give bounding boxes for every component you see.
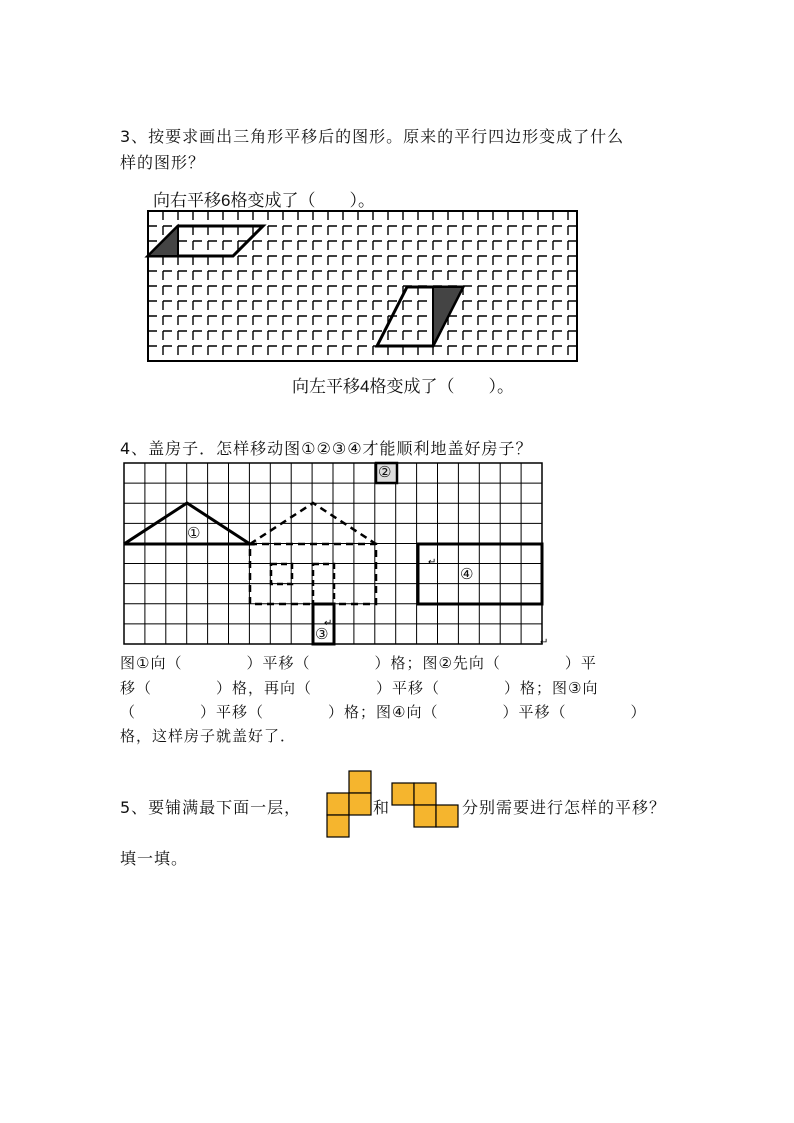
q4-label-1: ① — [187, 524, 202, 542]
q3-prompt-move-right: 向右平移6格变成了（ ）。 — [153, 191, 375, 210]
q5-tile-b-square-3 — [414, 805, 436, 827]
q3-question-line2: 样的图形？ — [120, 153, 206, 172]
q5-tile-a-square-4 — [327, 815, 349, 837]
q5-tile-a-square-2 — [327, 793, 349, 815]
q4-label-2: ② — [378, 463, 393, 481]
q5-text-and: 和 — [373, 798, 390, 817]
q5-text-b: 分别需要进行怎样的平移？ — [462, 798, 667, 817]
q4-mark-return-1: ↵ — [428, 557, 437, 568]
q3-prompt-move-left: 向左平移4格变成了（ ）。 — [292, 377, 514, 396]
q4-mark-return-2: ↵ — [324, 618, 333, 629]
q5-tile-b-square-4 — [436, 805, 458, 827]
q4-answer-line1: 图①向（ ）平移（ ）格；图②先向（ ）平 — [120, 654, 597, 672]
q5-line2: 填一填。 — [120, 849, 189, 868]
q5-tile-b-square-2 — [414, 783, 436, 805]
q4-label-4: ④ — [460, 565, 475, 583]
q4-answer-line4: 格，这样房子就盖好了． — [120, 727, 297, 745]
q5-tile-a-square-3 — [349, 793, 371, 815]
q5-tile-shape-a — [327, 771, 371, 837]
q3-question-line1: 3、按要求画出三角形平移后的图形。原来的平行四边形变成了什么 — [120, 127, 625, 146]
q4-answer-line3: （ ）平移（ ）格；图④向（ ）平移（ ） — [120, 703, 647, 721]
q5-text-a: 5、要铺满最下面一层， — [120, 798, 302, 817]
q4-answer-line2: 移（ ）格，再向（ ）平移（ ）格；图③向 — [120, 679, 599, 697]
q4-question-title: 4、盖房子．怎样移动图①②③④才能顺利地盖好房子？ — [120, 439, 533, 458]
q5-tile-shape-b — [392, 783, 458, 827]
q4-label-3: ③ — [315, 625, 330, 643]
q4-mark-return-3: ↵ — [540, 637, 549, 648]
q5-tile-a-square-1 — [349, 771, 371, 793]
q5-tile-b-square-1 — [392, 783, 414, 805]
